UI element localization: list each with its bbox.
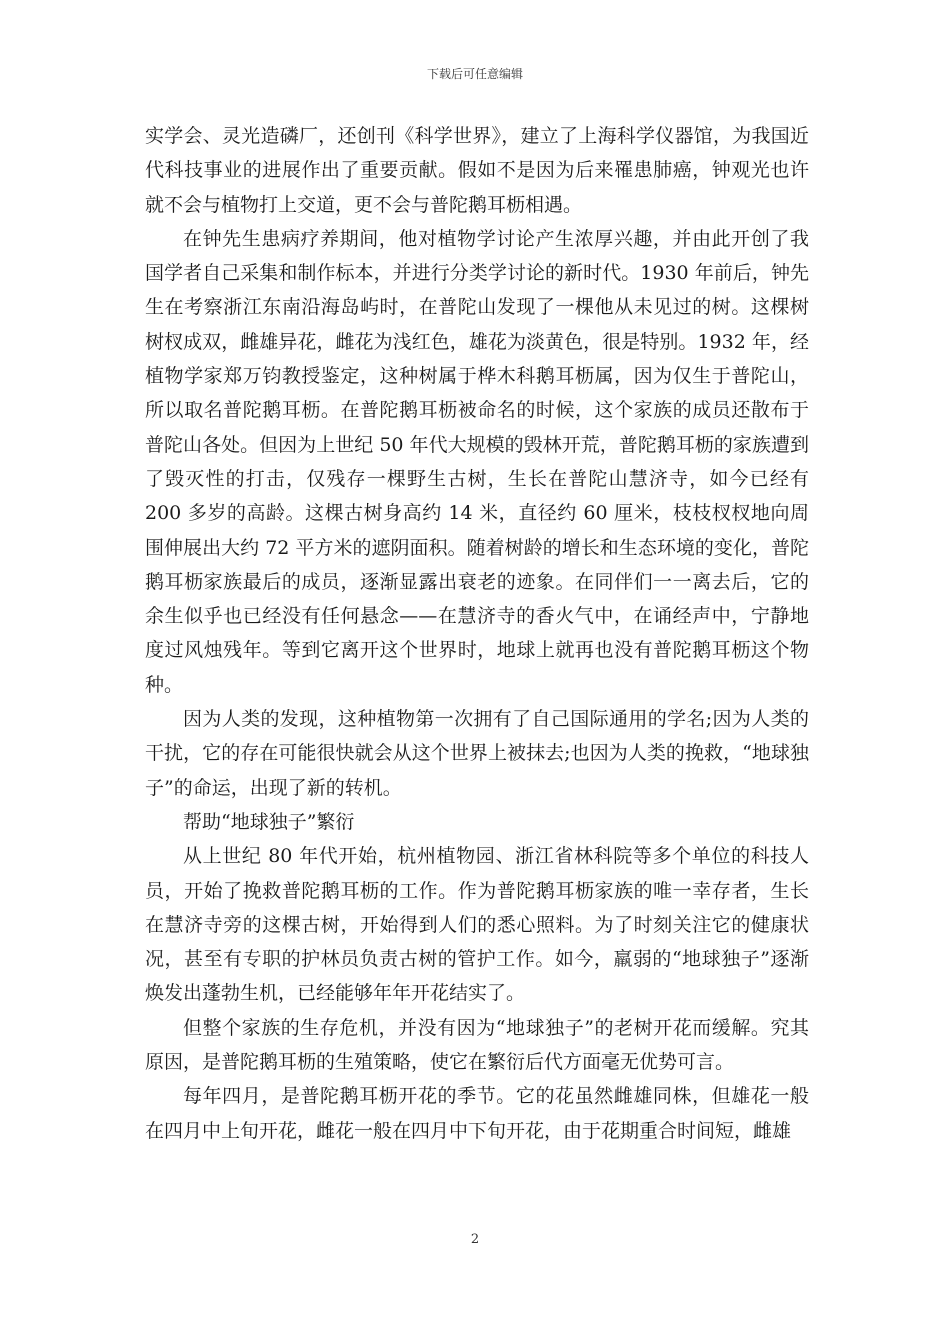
page-number: 2 <box>470 1232 480 1247</box>
paragraph-4: 从上世纪 80 年代开始，杭州植物园、浙江省林科院等多个单位的科技人员，开始了挽救普陀鹅耳枥的工作。作为普陀鹅耳枥家族的唯一幸存者，生长在慧济寺旁的这棵古树，开始得到人们的悉心照料。为了时刻关注它的健康状况，甚至有专职的护林员负责古树的管护工作。如今，羸弱的“地球独子”逐渐焕发出蓬勃生机，已经能够年年开花结实了。 <box>145 845 809 1005</box>
paragraph-2: 在钟先生患病疗养期间，他对植物学讨论产生浓厚兴趣，并由此开创了我国学者自己采集和制作标本，并进行分类学讨论的新时代。1930 年前后，钟先生在考察浙江东南沿海岛屿时，在普陀山发现了一棵他从未见过的树。这棵树树杈成双，雌雄异花，雌花为浅红色，雄花为淡黄色，很是特别。1932 年，经植物学家郑万钧教授鉴定，这种树属于桦木科鹅耳枥属，因为仅生于普陀山，所以取名普陀鹅耳枥。在普陀鹅耳枥被命名的时候，这个家族的成员还散布于普陀山各处。但因为上世纪 50 年代大规模的毁林开荒，普陀鹅耳枥的家族遭到了毁灭性的打击，仅残存一棵野生古树，生长在普陀山慧济寺，如今已经有 200 多岁的高龄。这棵古树身高约 14 米，直径约 60 厘米，枝枝杈杈地向周围伸展出大约 72 平方米的遮阴面积。随着树龄的增长和生态环境的变化，普陀鹅耳枥家族最后的成员，逐渐显露出衰老的迹象。在同伴们一一离去后，它的余生似乎也已经没有任何悬念——在慧济寺的香火气中，在诵经声中，宁静地度过风烛残年。等到它离开这个世界时，地球上就再也没有普陀鹅耳枥这个物种。 <box>145 227 809 696</box>
document-body <box>145 119 809 1148</box>
paragraph-1: 实学会、灵光造磷厂，还创刊《科学世界》，建立了上海科学仪器馆，为我国近代科技事业的进展作出了重要贡献。假如不是因为后来罹患肺癌，钟观光也许就不会与植物打上交道，更不会与普陀鹅耳枥相遇。 <box>145 125 809 216</box>
paragraph-6: 每年四月，是普陀鹅耳枥开花的季节。它的花虽然雌雄同株，但雄花一般在四月中上旬开花，雌花一般在四月中下旬开花，由于花期重合时间短，雌雄 <box>145 1085 809 1142</box>
page-header: 下载后可任意编辑 <box>426 67 523 81</box>
section-heading: 帮助“地球独子”繁衍 <box>183 810 355 833</box>
paragraph-5: 但整个家族的生存危机，并没有因为“地球独子”的老树开花而缓解。究其原因，是普陀鹅耳枥的生殖策略，使它在繁衍后代方面毫无优势可言。 <box>145 1016 809 1074</box>
paragraph-3: 因为人类的发现，这种植物第一次拥有了自己国际通用的学名;因为人类的干扰，它的存在可能很快就会从这个世界上被抹去;也因为人类的挽救，“地球独子”的命运，出现了新的转机。 <box>145 708 809 799</box>
